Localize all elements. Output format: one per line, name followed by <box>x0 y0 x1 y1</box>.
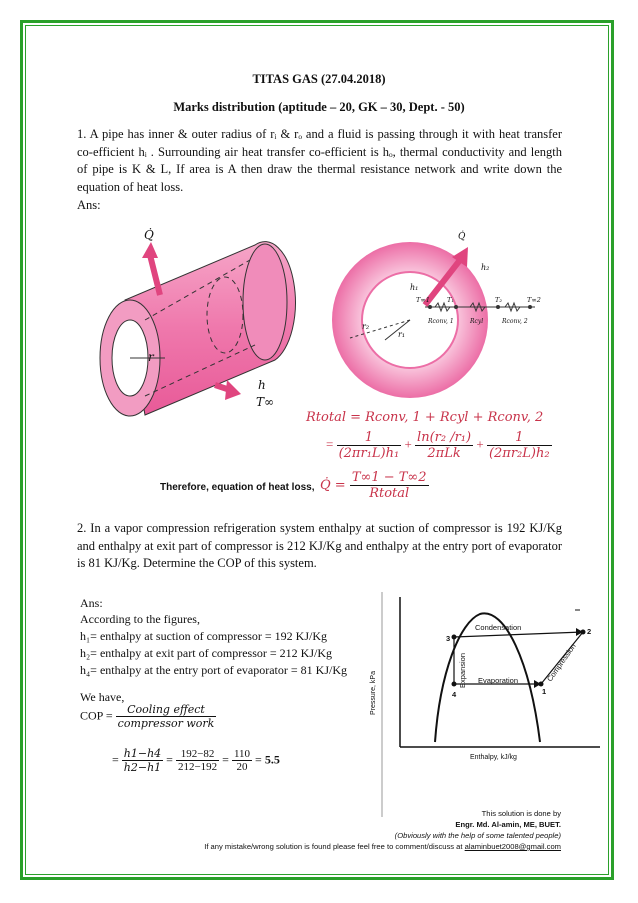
footer-line-3: (Obviously with the help of some talented people) <box>394 831 561 840</box>
pipe-cylinder-figure <box>85 220 315 420</box>
chart-evaporation-label: Evaporation <box>478 676 519 685</box>
chart-point-3: 3 <box>446 634 451 643</box>
section-rconv1-label: Rconv, 1 <box>428 318 454 325</box>
pipe-radius-label: r <box>148 350 154 364</box>
question-1-ans-label: Ans: <box>77 198 101 212</box>
section-r1-label: r₁ <box>398 330 406 339</box>
eq-heat-loss-frac: $\frac{T\infty 1 - T\infty 2}{\text{Rtotal}}$ <box>351 470 427 501</box>
cop-frac-values: $\frac{192-82}{212-192}$ <box>177 748 218 773</box>
eq-rtotal: Rtotal = Rconv, 1 + Rcyl + Rconv, 2 <box>306 410 544 425</box>
footer-author: Engr. Md. Al-amin, ME, BUET. <box>455 820 561 829</box>
section-h2-label: h₂ <box>481 263 490 272</box>
ans-line-4: h₄= enthalpy at the entry port of evaporator = 81 KJ/Kg <box>80 663 347 677</box>
chart-expansion-label: Expansion <box>458 652 467 688</box>
chart-point-4: 4 <box>452 690 457 699</box>
footer-contact-text: If any mistake/wrong solution is found please feel free to comment/discuss at <box>204 842 465 851</box>
question-2-text: 2. In a vapor compression refrigeration system enthalpy at suction of compressor is 192 KJ/Kg and enthalpy at exit part of compressor is 212 KJ/Kg and enthalpy at the entry port of evaporator is 81 KJ/Kg. Determine the COP of this system. <box>77 521 562 570</box>
eq-frac-2: $\frac{\text{ln(r₂ /r₁)}}{\text{2πLk}}$ <box>417 430 472 461</box>
question-1-text: 1. A pipe has inner & outer radius of rᵢ & rₒ and a fluid is passing through it with heat transfer co-efficient hᵢ . Surrounding air heat transfer co-efficient is hₒ, thermal conductivity and length of pipe is K & L, If area is A then draw the thermal resistance network and write down the equation of heat loss. <box>77 127 562 194</box>
cop-calculation: = $\frac{h1-h4}{h2-h1}$ = $\frac{192-82}{212-192}$ = $\frac{110}{20}$ = 5.5 <box>112 747 280 774</box>
footer-line-1: This solution is done by <box>481 809 561 818</box>
pipe-h-label: h <box>258 378 266 392</box>
section-t1-label: T₁ <box>447 296 454 304</box>
section-tinf2-label: T∞2 <box>527 296 541 304</box>
pipe-cross-section-figure <box>330 225 560 405</box>
footer-email-link[interactable]: alaminbuet2008@gmail.com <box>464 842 561 851</box>
pipe-tinf-label: T∞ <box>256 395 274 409</box>
therefore-label: Therefore, equation of heat loss, <box>160 482 315 493</box>
cop-result: 5.5 <box>264 752 280 767</box>
ans-line-0: Ans: <box>80 596 103 610</box>
section-rconv2-label: Rconv, 2 <box>502 318 528 325</box>
section-t2-label: T₂ <box>495 296 502 304</box>
chart-point-2: 2 <box>587 627 592 636</box>
cop-frac-simplified: $\frac{110}{20}$ <box>233 748 251 773</box>
ans-line-3: h₂= enthalpy at exit part of compressor = 212 KJ/Kg <box>80 646 332 660</box>
chart-ylabel: Pressure, kPa <box>370 671 377 715</box>
section-heat-label: Q̇ <box>458 232 466 242</box>
section-rcyl-label: Rcyl <box>470 318 484 325</box>
chart-condensation-label: Condensation <box>475 623 522 632</box>
eq-rtotal-terms: = $\frac{1}{\text{(2πr₁L)h₁}}$ + $\frac{\text{ln(r₂ /r₁)}}{\text{2πLk}}$ + $\frac{1}{\text{(2πr₂L)h₂}}$ <box>326 430 550 461</box>
we-have-label: We have, <box>80 690 125 704</box>
eq-frac-3: $\frac{1}{\text{(2πr₂L)h₂}}$ <box>488 430 550 461</box>
ans-line-1: According to the figures, <box>80 612 200 626</box>
chart-compression-label: Compression <box>545 641 578 684</box>
section-h1-label: h₁ <box>410 283 419 292</box>
section-r2-label: r₂ <box>362 322 370 331</box>
section-tinf1-label: T∞1 <box>416 296 430 304</box>
document-title: TITAS GAS (27.04.2018) <box>252 72 386 86</box>
document-subtitle: Marks distribution (aptitude – 20, GK – 30, Dept. - 50) <box>173 100 465 114</box>
cop-formula: COP = $\frac{\text{Cooling effect}}{\text{compressor work}}$ <box>80 703 215 730</box>
chart-point-1: 1 <box>542 687 547 696</box>
ans-line-2: h₁= enthalpy at suction of compressor = 192 KJ/Kg <box>80 629 328 643</box>
cop-frac: $\frac{\text{Cooling effect}}{\text{compressor work}}$ <box>117 703 215 730</box>
pipe-heat-label: Q̇ <box>144 228 154 242</box>
chart-xlabel: Enthalpy, kJ/kg <box>470 754 517 761</box>
eq-equals: = <box>326 436 337 452</box>
cop-frac-h: $\frac{h1-h4}{h2-h1}$ <box>123 747 162 774</box>
footer-contact <box>204 841 561 852</box>
eq-frac-1: $\frac{1}{\text{(2πr₁L)h₁}}$ <box>338 430 400 461</box>
eq-heat-loss: Q̇ = $\frac{T\infty 1 - T\infty 2}{\text{Rtotal}}$ <box>320 470 427 501</box>
